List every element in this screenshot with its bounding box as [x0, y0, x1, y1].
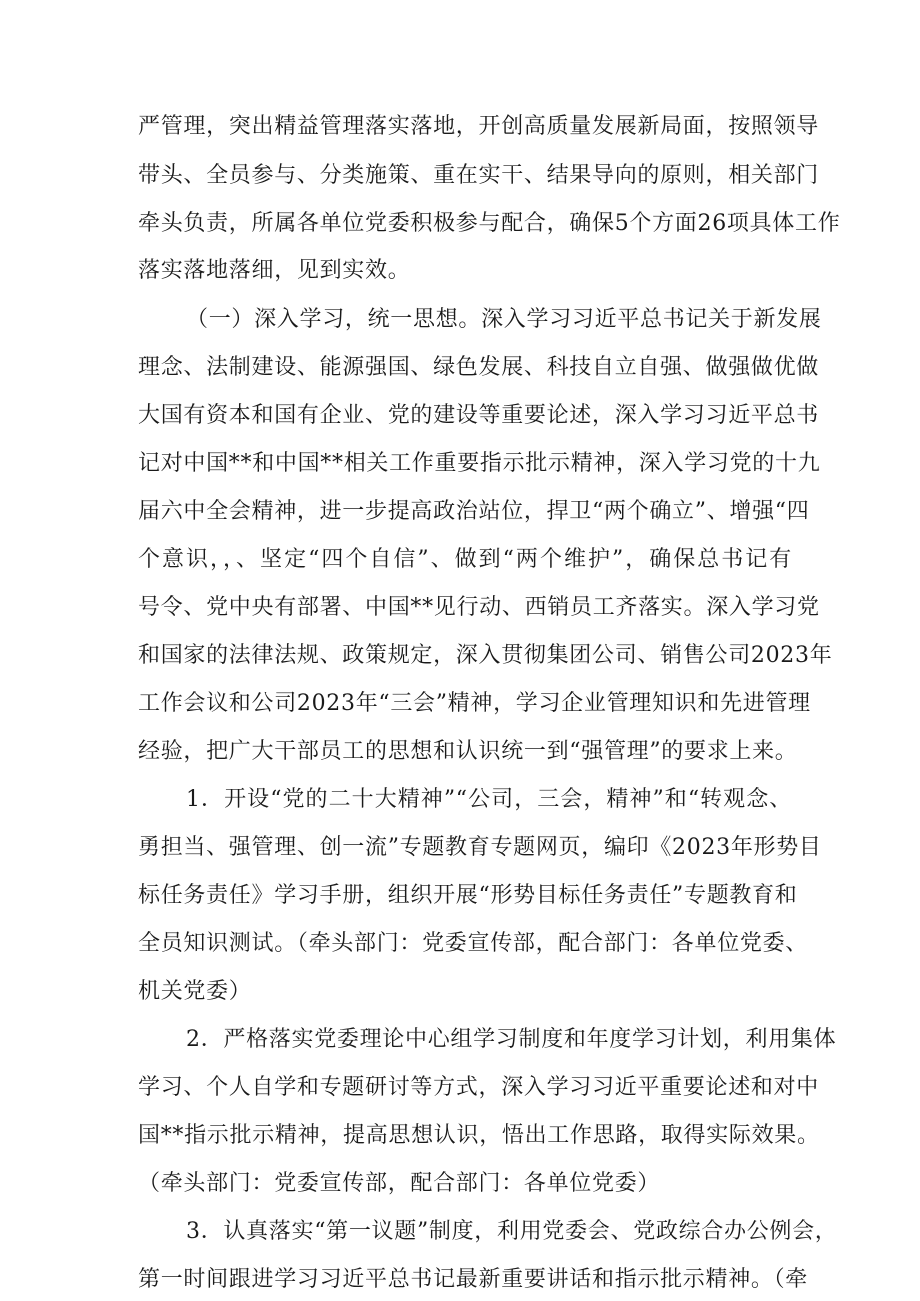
text-line: 工作会议和公司2023年“三会”精神，学习企业管理知识和先进管理 [138, 691, 811, 716]
text-line: 届六中全会精神，进一步提高政治站位，捍卫“两个确立”、增强“四 [138, 499, 810, 524]
text-line: 大国有资本和国有企业、党的建设等重要论述，深入学习习近平总书 [138, 403, 820, 428]
list-item-2-line: 2．严格落实党委理论中心组学习制度和年度学习计划，利用集体 [186, 1027, 837, 1052]
text-line: 带头、全员参与、分类施策、重在实干、结果导向的原则，相关部门 [138, 163, 820, 188]
list-item-1-line: 1．开设“党的二十大精神”“公司，三会，精神”和“转观念、 [186, 787, 792, 812]
text-line: 标任务责任》学习手册，组织开展“形势目标任务责任”专题教育和 [138, 883, 798, 908]
text-line: 经验，把广大干部员工的思想和认识统一到“强管理”的要求上来。 [138, 739, 798, 764]
text-line: 第一时间跟进学习习近平总书记最新重要讲话和指示批示精神。（牵 [138, 1267, 809, 1292]
text-line: 理念、法制建设、能源强国、绿色发展、科技自立自强、做强做优做 [138, 355, 820, 380]
text-line: 牵头负责，所属各单位党委积极参与配合，确保5个方面26项具体工作 [138, 211, 841, 236]
text-line: 落实落地落细，见到实效。 [138, 258, 411, 283]
text-line: （牵头部门：党委宣传部，配合部门：各单位党委） [138, 1171, 661, 1196]
text-line: 国**指示批示精神，提高思想认识，悟出工作思路，取得实际效果。 [138, 1123, 820, 1148]
text-line: 和国家的法律法规、政策规定，深入贯彻集团公司、销售公司2023年 [138, 643, 833, 668]
text-line: 机关党委） [138, 979, 252, 1004]
text-line: 记对中国**和中国**相关工作重要指示批示精神，深入学习党的十九 [138, 451, 821, 476]
text-line: 勇担当、强管理、创一流”专题教育专题网页，编印《2023年形势目 [138, 835, 822, 860]
text-line: 号令、党中央有部署、中国**见行动、西销员工齐落实。深入学习党 [138, 595, 820, 620]
text-line: 个意识，，、坚定“四个自信”、做到“两个维护”，确保总书记有 [138, 547, 792, 572]
text-line: 学习、个人自学和专题研讨等方式，深入学习习近平重要论述和对中 [138, 1075, 820, 1100]
text-line: 严管理，突出精益管理落实落地，开创高质量发展新局面，按照领导 [138, 114, 820, 139]
section-heading-line: （一）深入学习，统一思想。深入学习习近平总书记关于新发展 [186, 307, 822, 332]
text-line: 全员知识测试。（牵头部门：党委宣传部，配合部门：各单位党委、 [138, 931, 809, 956]
list-item-3-line: 3．认真落实“第一议题”制度，利用党委会、党政综合办公例会， [186, 1219, 838, 1244]
